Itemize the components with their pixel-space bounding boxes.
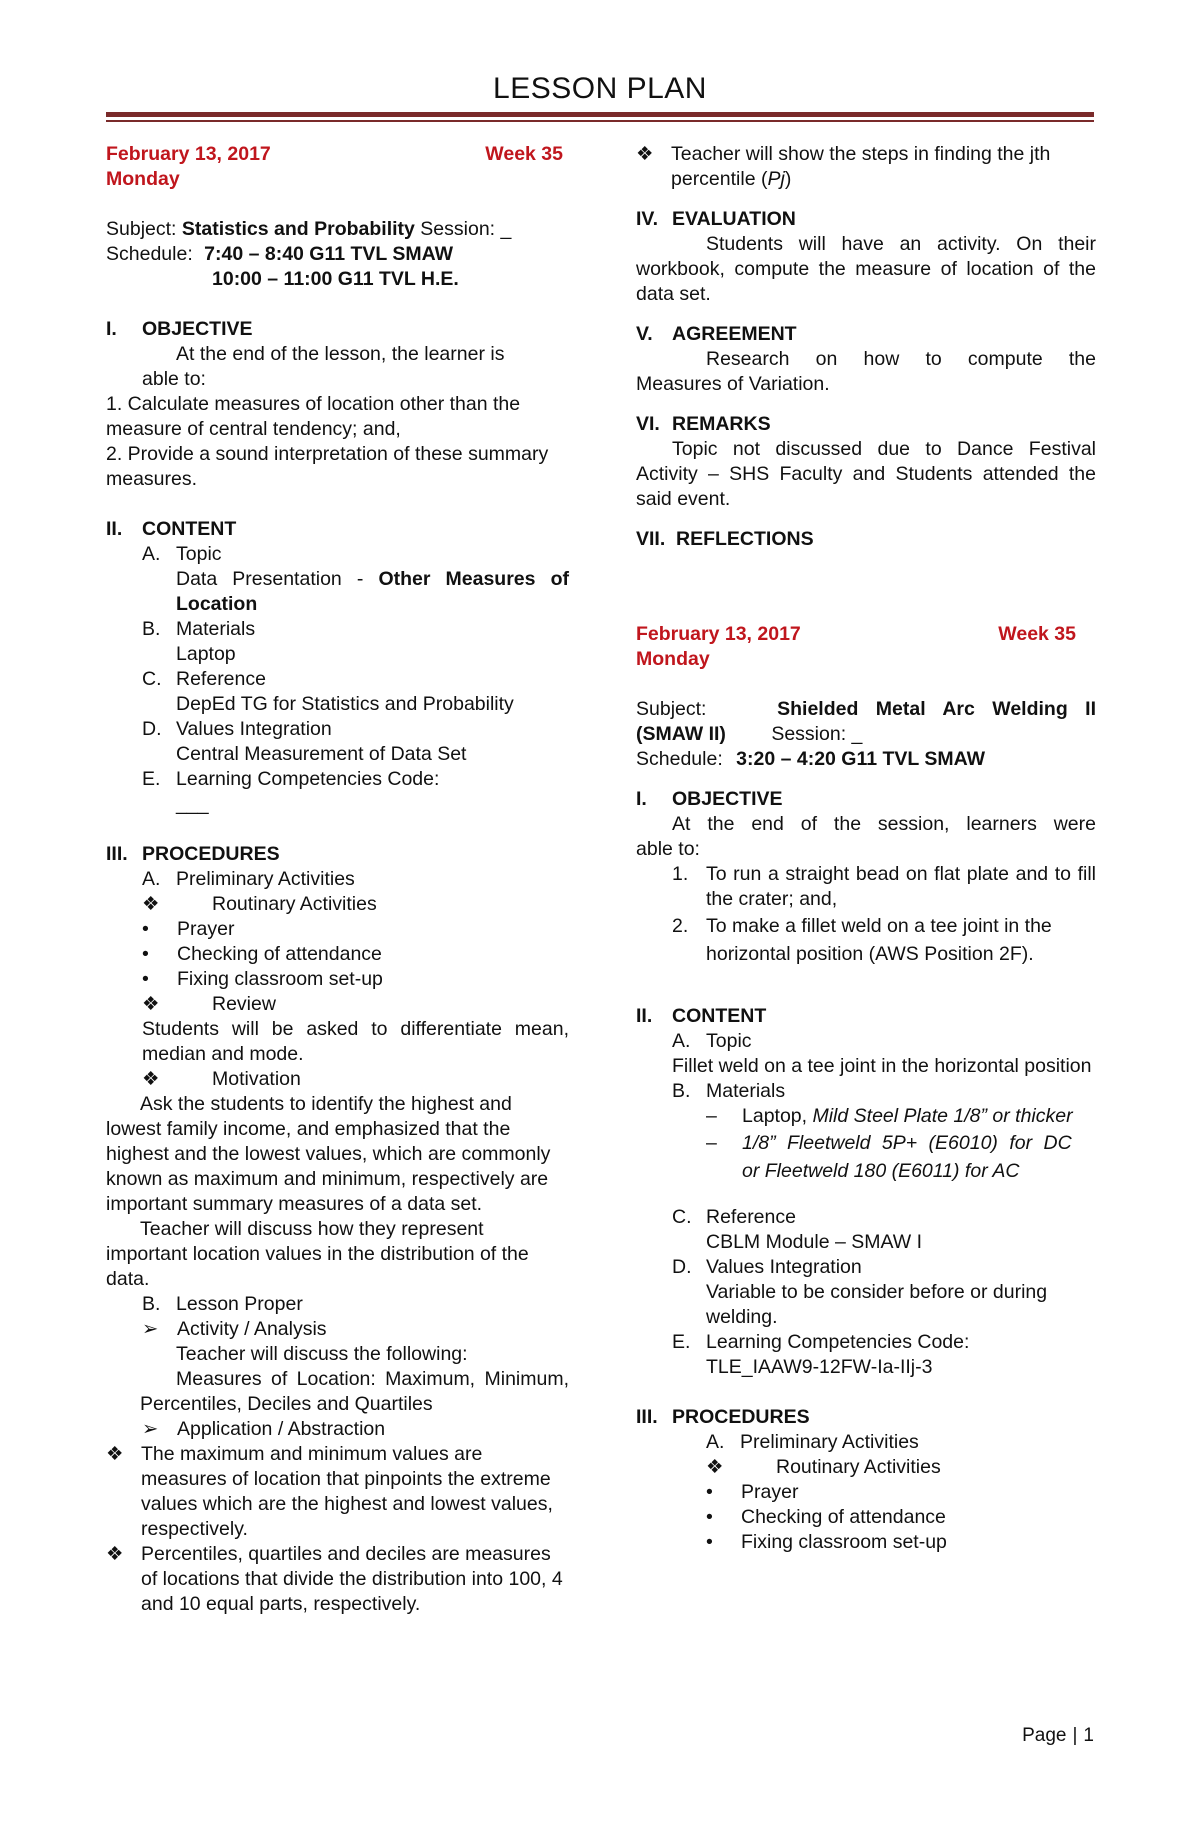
- dash-bullet-icon: –: [706, 1132, 717, 1154]
- lesson-date: February 13, 2017: [636, 623, 801, 645]
- diamond-bullet-icon: ❖: [142, 993, 160, 1015]
- objective-item: 2. Provide a sound interpretation of these summary measures.: [106, 443, 549, 490]
- section-content: II. CONTENT: [636, 1005, 767, 1027]
- section-reflections: VII. REFLECTIONS: [636, 528, 814, 550]
- page-number: Page | 1: [1022, 1725, 1094, 1746]
- section-agreement: V. AGREEMENT: [636, 323, 797, 345]
- header-rule-thick: [106, 112, 1094, 117]
- section-evaluation: IV. EVALUATION: [636, 208, 796, 230]
- schedule-line: Schedule: 7:40 – 8:40 G11 TVL SMAW: [106, 243, 454, 265]
- bullet-icon: •: [706, 1481, 713, 1503]
- section-procedures: III. PROCEDURES: [106, 843, 280, 865]
- lesson-date: February 13, 2017: [106, 143, 271, 165]
- bullet-icon: •: [142, 968, 149, 990]
- bullet-icon: •: [706, 1506, 713, 1528]
- bullet-icon: •: [142, 918, 149, 940]
- section-remarks: VI. REMARKS: [636, 413, 771, 435]
- diamond-bullet-icon: ❖: [106, 1443, 124, 1465]
- page-title: LESSON PLAN: [493, 72, 707, 105]
- section-objective: I. OBJECTIVE: [106, 318, 253, 340]
- lesson-day: Monday: [106, 168, 180, 190]
- bullet-icon: •: [142, 943, 149, 965]
- schedule-line: Schedule: 3:20 – 4:20 G11 TVL SMAW: [636, 748, 986, 770]
- diamond-bullet-icon: ❖: [706, 1456, 724, 1478]
- diamond-bullet-icon: ❖: [142, 893, 160, 915]
- lesson-day: Monday: [636, 648, 710, 670]
- section-content: II. CONTENT: [106, 518, 237, 540]
- dash-bullet-icon: –: [706, 1105, 717, 1127]
- diamond-bullet-icon: ❖: [106, 1543, 124, 1565]
- lesson-week: Week 35: [485, 143, 563, 165]
- left-date-row: [106, 142, 569, 167]
- subject-name: Statistics and Probability: [181, 218, 415, 240]
- lesson-week: Week 35: [998, 623, 1076, 645]
- right-date-row: [636, 622, 1096, 647]
- objective-item: 1. Calculate measures of location other than the measure of central tendency; and,: [106, 393, 521, 440]
- subject-line: Subject: Statistics and Probability Session: _: [106, 218, 512, 240]
- left-column: February 13, 2017 Week 35 Monday Subject: Statistics and Probability Session: _ Schedule: 7:40 – 8:40 G11 TVL SMAW 10:00 – 11:00 G11 TVL H.E. I. OBJECTIVE At the end of the lesson, the learner is able to: 1. Calculate measures of location other than the measure of central tendency; and, 2. Provide a sound interpretation of these summary measures. II. CONTENT A. Topic Data Presentation - Other Measures of Location B. Materials Laptop C. Reference DepEd TG for Statistics and Probability D. Values Integration Central Measurement of Data Set E. Learning Competencies Code: ___ III. PROCEDURES A. Preliminary Activities ❖ Routinary Activities • Prayer • Checking of attendance • Fixing classroom set-up ❖ Review Students will be asked to differentiate mean, median and mode. ❖ Motivation Ask the students to identify the highest and lowest family income, and emphasized that the highest and the lowest values, which are commonly known as maximum and minimum, respectively are important summary measures of a data set. Teacher will discuss how they represent important location values in the distribution of the data. B. Lesson Proper ➢ Activity / Analysis Teacher will discuss the following: Measures of Location: Maximum, Minimum, Percentiles, Deciles and Quartiles ➢ Application / Abstraction ❖ The maximum and minimum values are measures of location that pinpoints the extreme values which are the highest and lowest values, respectively. ❖ Percentiles, quartiles and deciles are measures of locations that divide the distribution into 100, 4 and 10 equal parts, respectively.: [106, 143, 569, 1615]
- arrow-bullet-icon: ➢: [142, 1418, 159, 1440]
- header-rule-thin: [106, 120, 1094, 122]
- schedule-line-2: 10:00 – 11:00 G11 TVL H.E.: [212, 268, 459, 290]
- diamond-bullet-icon: ❖: [142, 1068, 160, 1090]
- arrow-bullet-icon: ➢: [142, 1318, 159, 1340]
- right-column: ❖ Teacher will show the steps in finding the jth percentile (Pj) IV. EVALUATION Students will have an activity. On their workbook, compute the measure of location of the data set. V. AGREEMENT Research on how to compute the Measures of Variation. VI. REMARKS Topic not discussed due to Dance Festival Activity – SHS Faculty and Students attended the said event. VII. REFLECTIONS February 13, 2017 Week 35 Monday Subject: Shielded Metal Arc Welding II (SMAW II) Session: _ Schedule: 3:20 – 4:20 G11 TVL SMAW I. OBJECTIVE At the end of the session, learners were able to: 1. To run a straight bead on flat plate and to fill the crater; and, 2. To make a fillet weld on a tee joint in the horizontal position (AWS Position 2F). II. CONTENT A. Topic Fillet weld on a tee joint in the horizontal position B. Materials – Laptop, Mild Steel Plate 1/8” or thicker – 1/8” Fleetweld 5P+ (E6010) for DC or Fleetweld 180 (E6011) for AC C. Reference CBLM Module – SMAW I D. Values Integration Variable to be consider before or during welding. E. Learning Competencies Code: TLE_IAAW9-12FW-Ia-IIj-3 III. PROCEDURES A. Preliminary Activities ❖ Routinary Activities • Prayer • Checking of attendance • Fixing classroom set-up: [636, 143, 1096, 1553]
- section-objective: I. OBJECTIVE: [636, 788, 783, 810]
- subject-line: Subject: Shielded Metal Arc Welding II: [636, 698, 1096, 720]
- section-procedures: III. PROCEDURES: [636, 1406, 810, 1428]
- bullet-icon: •: [706, 1531, 713, 1553]
- diamond-bullet-icon: ❖: [636, 143, 654, 165]
